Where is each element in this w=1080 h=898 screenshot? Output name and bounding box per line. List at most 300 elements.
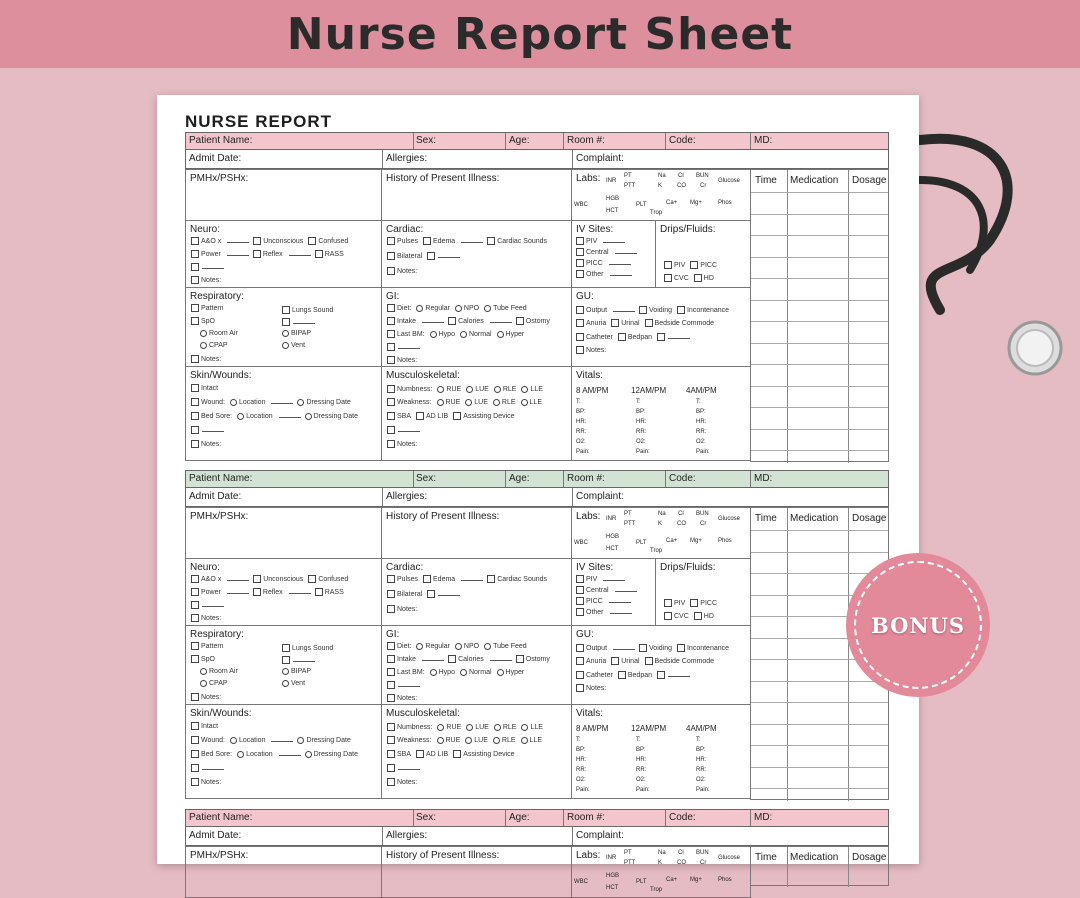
checkbox[interactable] (618, 333, 626, 341)
blank-line[interactable] (603, 580, 625, 581)
checkbox[interactable] (387, 385, 395, 393)
field-label: CPAP (209, 680, 228, 688)
patient-header (185, 132, 889, 150)
checkbox[interactable] (690, 261, 698, 269)
radio[interactable] (460, 331, 467, 338)
checkbox[interactable] (387, 590, 395, 598)
checkbox[interactable] (387, 642, 395, 650)
lab-pt-label: PT (624, 511, 632, 517)
checkbox[interactable] (191, 693, 199, 701)
checkbox[interactable] (191, 764, 199, 772)
checkbox[interactable] (576, 319, 584, 327)
checkbox[interactable] (645, 319, 653, 327)
checkbox[interactable] (677, 644, 685, 652)
radio[interactable] (521, 737, 528, 744)
radio[interactable] (460, 669, 467, 676)
radio[interactable] (282, 680, 289, 687)
checkbox[interactable] (576, 657, 584, 665)
lab-bun-label: BUN (696, 173, 709, 179)
radio[interactable] (297, 399, 304, 406)
blank-line[interactable] (227, 593, 249, 594)
lab-plt-label: PLT (636, 879, 647, 885)
checkbox[interactable] (618, 671, 626, 679)
form-line (387, 681, 424, 689)
blank-line[interactable] (610, 275, 632, 276)
form-line (387, 356, 422, 364)
blank-line[interactable] (603, 242, 625, 243)
field-label: Diet: (397, 304, 412, 312)
field-label: BIPAP (291, 330, 312, 338)
vitals-item: BP: (576, 747, 586, 753)
checkbox[interactable] (282, 318, 290, 326)
lab-ptt-label: PTT (624, 860, 636, 866)
neuro-cell (185, 220, 382, 288)
blank-line[interactable] (668, 338, 690, 339)
checkbox[interactable] (416, 412, 424, 420)
radio[interactable] (430, 669, 437, 676)
skin-cell-title: Skin/Wounds: (190, 370, 252, 381)
checkbox[interactable] (576, 333, 584, 341)
lab-mg-label: Mg+ (690, 877, 702, 883)
field-label: HD (703, 612, 714, 620)
checkbox[interactable] (387, 398, 395, 406)
form-line (191, 440, 226, 448)
vitals-item: O2: (576, 777, 586, 783)
checkbox[interactable] (191, 304, 199, 312)
vitals-item: HR: (696, 419, 707, 425)
radio[interactable] (497, 331, 504, 338)
blank-line[interactable] (279, 755, 301, 756)
radio[interactable] (430, 331, 437, 338)
radio[interactable] (297, 737, 304, 744)
field-label: NPO (463, 304, 480, 312)
code-label: Code: (669, 473, 696, 484)
checkbox[interactable] (191, 263, 199, 271)
blank-line[interactable] (279, 417, 301, 418)
gu-cell (571, 625, 751, 705)
checkbox[interactable] (664, 274, 672, 282)
checkbox[interactable] (387, 778, 395, 786)
checkbox[interactable] (253, 250, 261, 258)
checkbox[interactable] (387, 668, 395, 676)
checkbox[interactable] (191, 426, 199, 434)
checkbox[interactable] (282, 644, 290, 652)
radio[interactable] (230, 737, 237, 744)
checkbox[interactable] (387, 694, 395, 702)
radio[interactable] (305, 751, 312, 758)
form-line (576, 333, 694, 341)
checkbox[interactable] (191, 655, 199, 663)
form-line (387, 385, 548, 393)
field-label: Assisting Device (463, 412, 515, 420)
checkbox[interactable] (191, 642, 199, 650)
checkbox[interactable] (282, 656, 290, 664)
sex-label: Sex: (416, 812, 437, 823)
radio[interactable] (305, 413, 312, 420)
radio[interactable] (200, 668, 207, 675)
form-line (282, 644, 338, 652)
checkbox[interactable] (448, 655, 456, 663)
skin-cell (185, 366, 382, 461)
checkbox[interactable] (576, 575, 584, 583)
checkbox[interactable] (191, 601, 199, 609)
banner-title: Nurse Report Sheet (286, 8, 794, 60)
checkbox[interactable] (657, 333, 665, 341)
sex-label: Sex: (416, 135, 437, 146)
respiratory-cell-title: Respiratory: (190, 629, 244, 640)
checkbox[interactable] (576, 586, 584, 594)
checkbox[interactable] (664, 599, 672, 607)
checkbox[interactable] (576, 237, 584, 245)
lab-hct-label: HCT (606, 885, 619, 891)
vitals-cell-title: Vitals: (576, 708, 604, 719)
checkbox[interactable] (487, 575, 495, 583)
blank-line[interactable] (271, 403, 293, 404)
checkbox[interactable] (191, 355, 199, 363)
field-label: Incontenance (686, 644, 730, 652)
lab-na-label: Na (658, 173, 666, 179)
blank-line[interactable] (461, 580, 483, 581)
lab-co2-label: CO (677, 183, 686, 189)
blank-line[interactable] (202, 431, 224, 432)
lab-cl-label: Cl (678, 511, 684, 517)
radio[interactable] (416, 305, 423, 312)
checkbox[interactable] (191, 440, 199, 448)
checkbox[interactable] (253, 237, 261, 245)
blank-line[interactable] (398, 431, 420, 432)
iv-cell-title: IV Sites: (576, 224, 614, 235)
lab-inr-label: INR (606, 516, 617, 522)
checkbox[interactable] (576, 644, 584, 652)
checkbox[interactable] (282, 306, 290, 314)
form-line (200, 330, 243, 337)
checkbox[interactable] (191, 317, 199, 325)
checkbox[interactable] (387, 764, 395, 772)
blank-line[interactable] (615, 591, 637, 592)
field-label: PIV (674, 599, 686, 607)
radio[interactable] (455, 305, 462, 312)
vitals-item: RR: (636, 429, 647, 435)
field-label: LUE (474, 398, 488, 406)
form-line (576, 586, 641, 594)
radio[interactable] (497, 669, 504, 676)
checkbox[interactable] (387, 681, 395, 689)
checkbox[interactable] (191, 398, 199, 406)
checkbox[interactable] (191, 778, 199, 786)
radio[interactable] (437, 386, 444, 393)
checkbox[interactable] (448, 317, 456, 325)
radio[interactable] (282, 330, 289, 337)
blank-line[interactable] (613, 649, 635, 650)
blank-line[interactable] (422, 660, 444, 661)
grid-header: Dosage (852, 852, 887, 863)
radio[interactable] (282, 668, 289, 675)
checkbox[interactable] (423, 237, 431, 245)
radio[interactable] (200, 680, 207, 687)
radio[interactable] (493, 399, 500, 406)
blank-line[interactable] (610, 613, 632, 614)
checkbox[interactable] (427, 590, 435, 598)
checkbox[interactable] (253, 575, 261, 583)
checkbox[interactable] (387, 440, 395, 448)
iv-cell (571, 220, 656, 288)
checkbox[interactable] (423, 575, 431, 583)
checkbox[interactable] (387, 317, 395, 325)
field-label: Diet: (397, 642, 412, 650)
checkbox[interactable] (387, 330, 395, 338)
checkbox[interactable] (191, 412, 199, 420)
blank-line[interactable] (398, 348, 420, 349)
checkbox[interactable] (191, 384, 199, 392)
form-line (191, 317, 220, 325)
field-label: Calories (458, 317, 484, 325)
checkbox[interactable] (387, 605, 395, 613)
form-line (576, 346, 611, 354)
vitals-item: T: (696, 399, 701, 405)
form-line (191, 250, 349, 258)
radio[interactable] (521, 386, 528, 393)
blank-line[interactable] (289, 593, 311, 594)
checkbox[interactable] (576, 270, 584, 278)
checkbox[interactable] (191, 575, 199, 583)
vitals-item: Pain: (636, 787, 650, 793)
checkbox[interactable] (387, 304, 395, 312)
checkbox[interactable] (576, 306, 584, 314)
checkbox[interactable] (387, 343, 395, 351)
form-line (576, 597, 635, 605)
radio[interactable] (416, 643, 423, 650)
pmhx-cell-title: PMHx/PSHx: (190, 173, 249, 184)
checkbox[interactable] (639, 306, 647, 314)
lab-phos-label: Phos (718, 200, 732, 206)
blank-line[interactable] (422, 322, 444, 323)
vitals-item: RR: (636, 767, 647, 773)
blank-line[interactable] (227, 580, 249, 581)
checkbox[interactable] (191, 276, 199, 284)
field-label: Location (246, 750, 273, 758)
checkbox[interactable] (611, 319, 619, 327)
blank-line[interactable] (609, 264, 631, 265)
checkbox[interactable] (308, 575, 316, 583)
field-label: LLE (530, 385, 543, 393)
checkbox[interactable] (453, 750, 461, 758)
form-line (576, 608, 636, 616)
blank-line[interactable] (613, 311, 635, 312)
radio[interactable] (437, 737, 444, 744)
hpi-cell-title: History of Present Illness: (386, 850, 500, 861)
radio[interactable] (466, 724, 473, 731)
respiratory-cell (185, 625, 382, 705)
checkbox[interactable] (191, 588, 199, 596)
radio[interactable] (465, 737, 472, 744)
radio[interactable] (484, 643, 491, 650)
checkbox[interactable] (453, 412, 461, 420)
field-label: PICC (586, 259, 603, 267)
blank-line[interactable] (438, 595, 460, 596)
md-label: MD: (754, 812, 773, 823)
checkbox[interactable] (387, 736, 395, 744)
grid-header: Medication (790, 852, 839, 863)
blank-line[interactable] (615, 253, 637, 254)
radio[interactable] (237, 751, 244, 758)
room-label: Room #: (567, 135, 605, 146)
radio[interactable] (230, 399, 237, 406)
checkbox[interactable] (387, 412, 395, 420)
blank-line[interactable] (271, 741, 293, 742)
respiratory-cell-title: Respiratory: (190, 291, 244, 302)
radio[interactable] (484, 305, 491, 312)
checkbox[interactable] (315, 250, 323, 258)
radio[interactable] (282, 342, 289, 349)
checkbox[interactable] (387, 655, 395, 663)
lab-cl-label: Cl (678, 173, 684, 179)
checkbox[interactable] (657, 671, 665, 679)
checkbox[interactable] (611, 657, 619, 665)
radio[interactable] (455, 643, 462, 650)
field-label: Pulses (397, 237, 419, 245)
blank-line[interactable] (289, 255, 311, 256)
checkbox[interactable] (645, 657, 653, 665)
field-label: Edema (433, 575, 456, 583)
blank-line[interactable] (461, 242, 483, 243)
blank-line[interactable] (202, 769, 224, 770)
blank-line[interactable] (227, 242, 249, 243)
checkbox[interactable] (576, 259, 584, 267)
radio[interactable] (200, 330, 207, 337)
checkbox[interactable] (487, 237, 495, 245)
checkbox[interactable] (315, 588, 323, 596)
checkbox[interactable] (576, 597, 584, 605)
lab-mg-label: Mg+ (690, 200, 702, 206)
vitals-item: BP: (576, 409, 586, 415)
vitals-item: RR: (576, 767, 587, 773)
field-label: Central (586, 248, 609, 256)
checkbox[interactable] (576, 684, 584, 692)
checkbox[interactable] (576, 608, 584, 616)
checkbox[interactable] (387, 575, 395, 583)
form-line (576, 575, 629, 583)
checkbox[interactable] (387, 252, 395, 260)
admit-date-label: Admit Date: (189, 830, 242, 841)
radio[interactable] (521, 724, 528, 731)
blank-line[interactable] (398, 769, 420, 770)
checkbox[interactable] (690, 599, 698, 607)
blank-line[interactable] (293, 323, 315, 324)
form-line (576, 684, 611, 692)
radio[interactable] (465, 399, 472, 406)
checkbox[interactable] (427, 252, 435, 260)
blank-line[interactable] (202, 606, 224, 607)
checkbox[interactable] (387, 723, 395, 731)
blank-line[interactable] (227, 255, 249, 256)
blank-line[interactable] (438, 257, 460, 258)
checkbox[interactable] (677, 306, 685, 314)
form-line (282, 668, 316, 675)
checkbox[interactable] (387, 237, 395, 245)
checkbox[interactable] (664, 612, 672, 620)
form-line (387, 668, 529, 676)
lab-cl-label: Cl (678, 850, 684, 856)
field-label: AD LIB (426, 750, 449, 758)
checkbox[interactable] (576, 346, 584, 354)
checkbox[interactable] (308, 237, 316, 245)
field-label: PICC (700, 261, 718, 269)
radio[interactable] (437, 399, 444, 406)
field-label: Vent (291, 342, 306, 350)
checkbox[interactable] (191, 722, 199, 730)
form-line (387, 750, 520, 758)
field-label: Intake (397, 317, 417, 325)
checkbox[interactable] (191, 614, 199, 622)
vitals-item: HR: (576, 419, 587, 425)
radio[interactable] (521, 399, 528, 406)
checkbox[interactable] (516, 655, 524, 663)
checkbox[interactable] (664, 261, 672, 269)
checkbox[interactable] (387, 750, 395, 758)
checkbox[interactable] (639, 644, 647, 652)
checkbox[interactable] (191, 736, 199, 744)
radio[interactable] (466, 386, 473, 393)
checkbox[interactable] (191, 237, 199, 245)
radio[interactable] (237, 413, 244, 420)
form-line (191, 601, 228, 609)
radio[interactable] (494, 386, 501, 393)
field-label: Wound: (201, 398, 225, 406)
blank-line[interactable] (398, 686, 420, 687)
admission-row (185, 150, 889, 169)
checkbox[interactable] (416, 750, 424, 758)
checkbox[interactable] (191, 250, 199, 258)
blank-line[interactable] (490, 322, 512, 323)
radio[interactable] (200, 342, 207, 349)
field-label: Output (586, 306, 608, 314)
blank-line[interactable] (490, 660, 512, 661)
blank-line[interactable] (293, 661, 315, 662)
radio[interactable] (437, 724, 444, 731)
room-label: Room #: (567, 812, 605, 823)
checkbox[interactable] (694, 274, 702, 282)
blank-line[interactable] (202, 268, 224, 269)
blank-line[interactable] (668, 676, 690, 677)
form-line (387, 398, 547, 406)
pmhx-cell (185, 507, 382, 559)
blank-line[interactable] (609, 602, 631, 603)
checkbox[interactable] (576, 671, 584, 679)
checkbox[interactable] (387, 267, 395, 275)
lab-glucose-label: Glucose (718, 855, 741, 861)
radio[interactable] (493, 737, 500, 744)
radio[interactable] (494, 724, 501, 731)
lab-cr-label: Cr (700, 183, 707, 189)
field-label: Notes: (201, 355, 222, 363)
checkbox[interactable] (191, 750, 199, 758)
md-label: MD: (754, 135, 773, 146)
field-label: Incontenance (686, 306, 730, 314)
form-line (191, 276, 226, 284)
checkbox[interactable] (253, 588, 261, 596)
checkbox[interactable] (387, 356, 395, 364)
form-line (664, 599, 722, 607)
checkbox[interactable] (516, 317, 524, 325)
checkbox[interactable] (694, 612, 702, 620)
form-line (387, 412, 520, 420)
field-label: Tube Feed (493, 642, 527, 650)
checkbox[interactable] (576, 248, 584, 256)
lab-trop-label: Trop (650, 548, 663, 554)
checkbox[interactable] (387, 426, 395, 434)
form-line (387, 440, 422, 448)
lab-hct-label: HCT (606, 208, 619, 214)
